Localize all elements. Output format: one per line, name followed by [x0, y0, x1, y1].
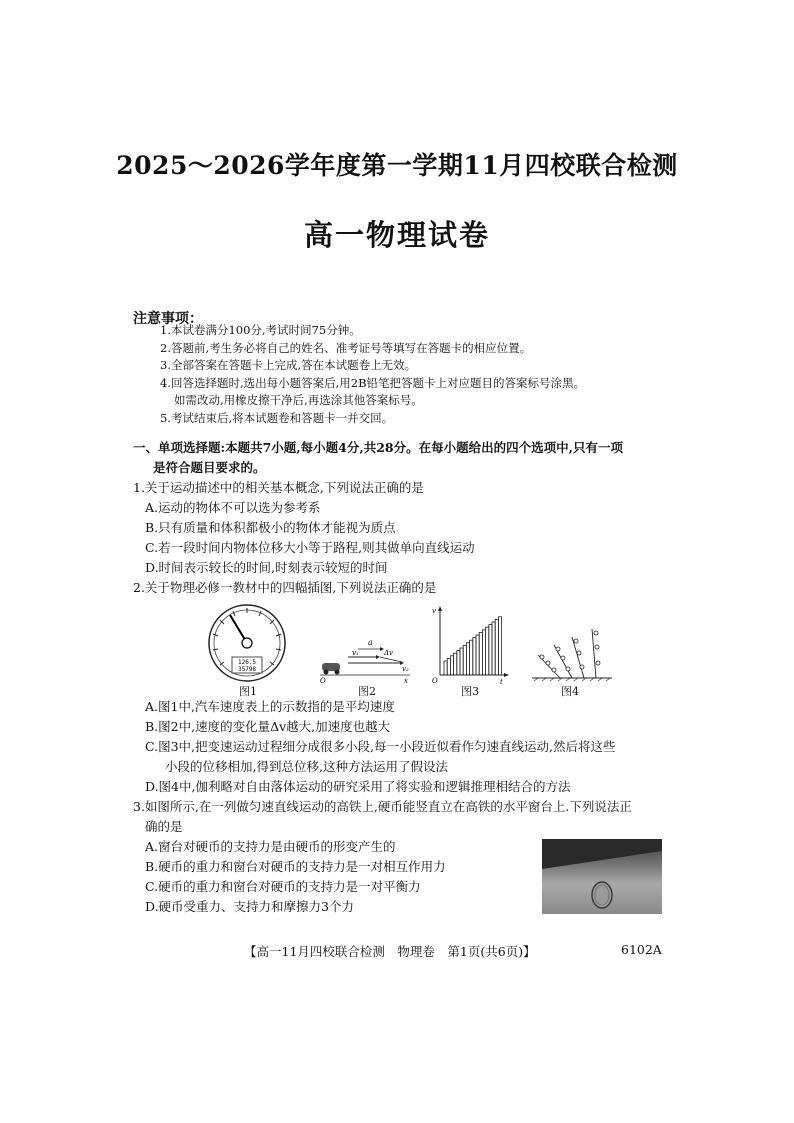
question-stem: 3.如图所示,在一列做匀速直线运动的高铁上,硬币能竖直立在高铁的水平窗台上.下列说法正 — [133, 799, 632, 814]
vt-bar — [460, 648, 463, 675]
figure-1-caption: 图1 — [239, 685, 257, 698]
notes-list — [160, 322, 680, 427]
vt-bar — [479, 632, 482, 675]
fig2-v1-label: v₁ — [352, 649, 359, 657]
option-d: D.时间表示较长的时间,时刻表示较短的时间 — [145, 560, 388, 575]
odometer-total: 35798 — [237, 666, 257, 673]
vt-bar — [486, 627, 489, 675]
page-footer: 【高一11月四校联合检测 物理卷 第1页(共6页)】 — [244, 944, 536, 959]
vt-bar — [470, 640, 473, 675]
vt-bar — [450, 656, 453, 675]
fig2-origin-label: O — [320, 677, 326, 683]
inclined-planes-figure — [530, 623, 615, 683]
fig3-t-label: t — [500, 678, 503, 685]
vt-bar — [463, 645, 466, 675]
note-item: 如需改动,用橡皮擦干净后,再选涂其他答案标号。 — [174, 393, 423, 407]
option-c: C.图3中,把变速运动过程细分成很多小段,每一小段近似看作匀速直线运动,然后将这些 — [145, 739, 616, 754]
odometer-trip: 126.5 — [237, 659, 257, 666]
vt-bar — [444, 661, 447, 675]
coin-on-windowsill-photo — [542, 839, 662, 914]
car-velocity-figure — [318, 633, 413, 683]
option-d: D.硬币受重力、支持力和摩擦力3个力 — [145, 899, 355, 914]
fig2-dv-label: Δv — [384, 649, 394, 657]
vt-bar — [498, 617, 501, 675]
question-1 — [133, 478, 475, 578]
option-c-continued: 小段的位移相加,得到总位移,这种方法运用了假设法 — [165, 759, 448, 774]
exam-title: 2025～2026学年度第一学期11月四校联合检测 — [116, 151, 678, 180]
vt-bar — [482, 630, 485, 675]
option-d: D.图4中,伽利略对自由落体运动的研究采用了将实验和逻辑推理相结合的方法 — [145, 779, 571, 794]
vt-bar — [495, 619, 498, 675]
figure-row — [200, 603, 620, 698]
option-a: A.窗台对硬币的支持力是由硬币的形变产生的 — [145, 839, 396, 854]
section-line: 是符合题目要求的。 — [153, 460, 266, 475]
notes-heading: 注意事项： — [133, 311, 203, 327]
figure-2-caption: 图2 — [358, 685, 376, 698]
fig3-origin-label: O — [432, 677, 438, 685]
note-item: 1.本试卷满分100分,考试时间75分钟。 — [160, 323, 361, 337]
figure-3-caption: 图3 — [461, 685, 479, 698]
note-item: 2.答题前,考生务必将自己的姓名、准考证号等填写在答题卡的相应位置。 — [160, 340, 532, 355]
exam-subtitle: 高一物理试卷 — [303, 218, 490, 252]
vt-bar — [492, 622, 495, 675]
vt-bar — [476, 635, 479, 675]
vt-bar — [457, 651, 460, 675]
question-stem: 1.关于运动描述中的相关基本概念,下列说法正确的是 — [133, 480, 424, 495]
paper-code: 6102A — [621, 942, 662, 957]
fig2-v2-label: v₂ — [402, 665, 409, 673]
option-b: B.硬币的重力和窗台对硬币的支持力是一对相互作用力 — [145, 859, 446, 874]
option-b: B.图2中,速度的变化量Δv越大,加速度也越大 — [145, 719, 391, 734]
note-item: 4.回答选择题时,选出每小题答案后,用2B铅笔把答题卡上对应题目的答案标号涂黑。 — [160, 375, 586, 390]
vt-bar — [489, 625, 492, 675]
question-2-options — [133, 697, 615, 797]
section-line: 一、单项选择题:本题共7小题,每小题4分,共28分。在每小题给出的四个选项中,只有一项 — [133, 440, 623, 455]
figure-4-caption: 图4 — [561, 685, 579, 698]
vt-graph-figure — [430, 605, 510, 685]
speedometer-figure — [200, 603, 295, 683]
option-c: C.硬币的重力和窗台对硬币的支持力是一对平衡力 — [145, 879, 421, 894]
question-stem-continued: 确的是 — [145, 819, 183, 834]
option-a: A.运动的物体不可以选为参考系 — [145, 500, 321, 515]
vt-bar — [447, 658, 450, 675]
vt-bar — [466, 643, 469, 675]
fig2-accel-label: a — [368, 638, 373, 647]
fig3-v-label: v — [432, 607, 436, 615]
vt-bar — [454, 653, 457, 675]
option-c: C.若一段时间内物体位移大小等于路程,则其做单向直线运动 — [145, 540, 475, 555]
fig2-x-label: x — [404, 677, 408, 683]
note-item: 5.考试结束后,将本试题卷和答题卡一并交回。 — [160, 410, 394, 425]
section-heading — [133, 438, 673, 478]
option-a: A.图1中,汽车速度表上的示数指的是平均速度 — [145, 699, 395, 714]
option-b: B.只有质量和体积都极小的物体才能视为质点 — [145, 520, 396, 535]
question-2-stem: 2.关于物理必修一教材中的四幅插图,下列说法正确的是 — [133, 580, 437, 595]
vt-bar — [473, 638, 476, 675]
note-item: 3.全部答案在答题卡上完成,答在本试题卷上无效。 — [160, 358, 417, 372]
